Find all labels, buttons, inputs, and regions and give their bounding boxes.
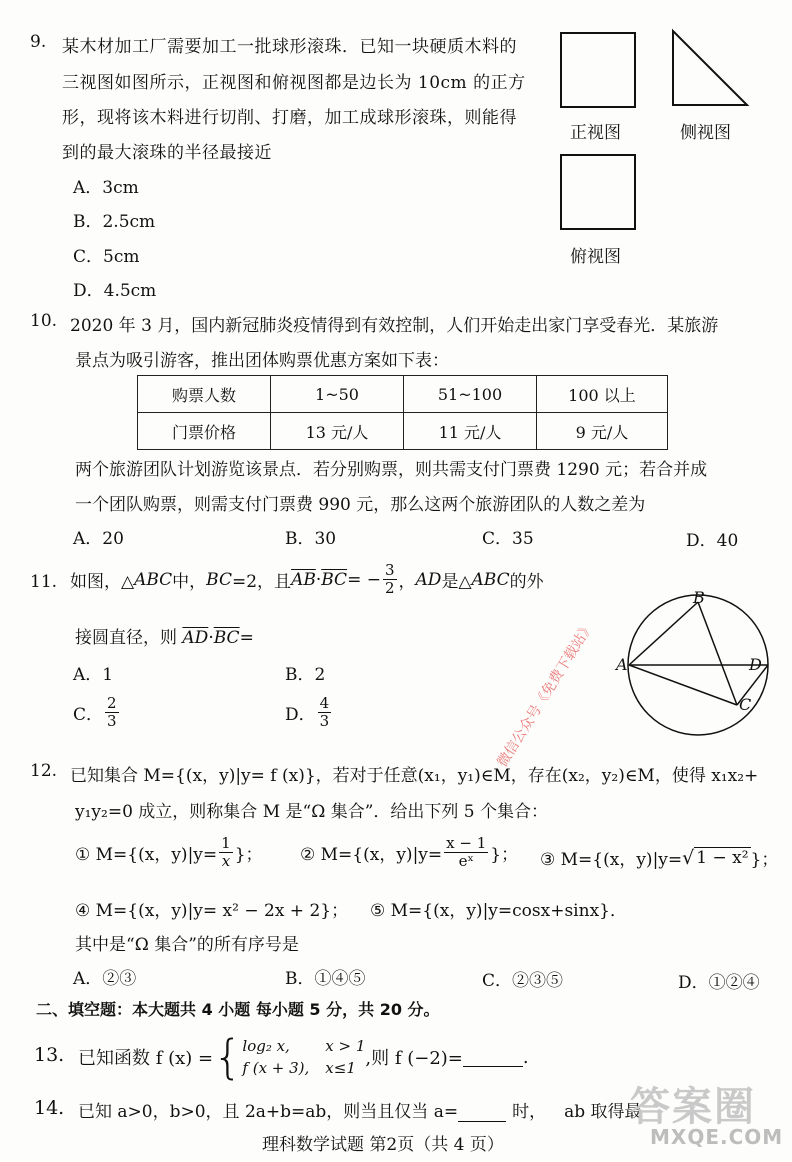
set-text: ② M={(x，y)|y= — [300, 845, 443, 866]
case2-cond: x≤1 — [325, 1059, 356, 1077]
set-text: ① M={(x，y)|y= — [75, 845, 218, 866]
q12-set-1 — [75, 835, 263, 871]
q12-number: 12. — [30, 761, 58, 781]
segment-ac — [629, 665, 737, 705]
point-a-label: A — [616, 655, 628, 674]
logo-text: 答案圈 — [630, 1084, 756, 1130]
watermark-text: 微信公众号《免费下载站》 — [494, 619, 598, 771]
table-cell: 11 元/人 — [404, 413, 537, 450]
point-c-label: C — [739, 695, 752, 714]
q11-option-c — [73, 695, 121, 731]
q10-number: 10. — [30, 311, 58, 331]
numerator: 2 — [107, 694, 117, 712]
q9-option-a: A．3cm — [73, 178, 139, 198]
vector-ab: $\overline{AB}$ — [291, 569, 316, 590]
q11-ad: AD — [415, 569, 442, 590]
price-table — [137, 375, 668, 450]
answer-blank — [458, 1103, 506, 1122]
q9-option-d: D．4.5cm — [73, 281, 157, 301]
piecewise-cases — [242, 1035, 365, 1080]
answer-blank — [463, 1048, 523, 1067]
radicand: 1 − x² — [696, 848, 749, 868]
q11-text: 是△ — [441, 572, 472, 593]
top-view-label: 俯视图 — [570, 247, 621, 267]
denominator: 3 — [319, 712, 330, 731]
q9-line4: 到的最大滚珠的半径最接近 — [62, 143, 272, 163]
q10-line3: 两个旅游团队计划游览该景点．若分别购票，则共需支付门票费 1290 元；若合并成 — [75, 460, 708, 480]
q11-text: 的外 — [509, 572, 544, 593]
q11-line1 — [70, 562, 544, 598]
table-cell: 51~100 — [404, 376, 537, 413]
three-views-figure — [555, 25, 765, 265]
segment-ab — [629, 602, 698, 665]
left-brace-icon: { — [213, 1030, 243, 1084]
q10-option-b: B．30 — [285, 529, 337, 549]
numerator: 1 — [221, 834, 231, 852]
q14-text: 已知 a>0，b>0，且 2a+b=ab，则当且仅当 a= — [78, 1102, 459, 1122]
q12-line1: 已知集合 M={(x，y)|y= f (x)}，若对于任意(x₁，y₁)∈M，存在(x₂，y₂)∈M，使得 x₁x₂+ — [70, 766, 759, 786]
q10-option-d: D．40 — [686, 531, 739, 551]
case2-expr: f (x + 3), — [242, 1059, 310, 1077]
table-row — [138, 413, 668, 450]
table-cell: 100 以上 — [537, 376, 668, 413]
q13-number: 13. — [34, 1044, 65, 1066]
q11-text: 中， — [172, 572, 207, 593]
q11-option-a: A．1 — [73, 665, 114, 685]
dot-operator: · — [208, 628, 214, 648]
table-cell: 13 元/人 — [271, 413, 404, 450]
q13-line — [78, 1026, 529, 1088]
table-cell: 门票价格 — [138, 413, 271, 450]
denominator: 2 — [384, 579, 395, 598]
q12-set-3 — [540, 845, 778, 870]
q9-line1: 某木材加工厂需要加工一批球形滚珠．已知一块硬质木料的 — [62, 37, 517, 57]
table-cell: 1~50 — [271, 376, 404, 413]
q9-number: 9. — [30, 32, 47, 52]
logo-subtext: MXQE.COM — [650, 1125, 784, 1149]
site-logo — [622, 1075, 788, 1160]
vector-bc: $\overline{BC}$ — [213, 628, 240, 648]
q11-text: = — [239, 628, 254, 648]
q10-line2: 景点为吸引游客，推出团体购票优惠方案如下表： — [75, 351, 449, 371]
q11-number: 11. — [30, 572, 58, 592]
q14-text: ab 取得最 — [564, 1102, 642, 1122]
q11-bc: BC — [206, 569, 232, 590]
q12-set-5: ⑤ M={(x，y)|y=cosx+sinx}． — [370, 901, 627, 921]
point-d-label: D — [749, 655, 762, 674]
q10-line4: 一个团队购票，则需支付门票费 990 元，那么这两个旅游团队的人数之差为 — [75, 495, 646, 515]
q11-abc: ABC — [471, 569, 510, 590]
table-cell: 购票人数 — [138, 376, 271, 413]
denominator: x — [221, 852, 231, 871]
set-text: }； — [234, 845, 263, 866]
option-label: D． — [285, 705, 316, 726]
q11-eq: = − — [347, 569, 381, 590]
q13-post: ,则 f (−2)= — [365, 1048, 463, 1069]
q9-line2: 三视图如图所示，正视图和俯视图都是边长为 10cm 的正方 — [62, 73, 526, 93]
vector-ad: $\overline{AD}$ — [182, 628, 209, 648]
q11-text: 接圆直径，则 — [75, 628, 183, 648]
side-view-label: 侧视图 — [680, 123, 731, 143]
q12-option-a: A．②③ — [73, 969, 137, 989]
top-view-square — [561, 155, 635, 229]
q12-set-2 — [300, 835, 518, 871]
point-b-label: B — [693, 588, 705, 607]
fraction-4-3 — [318, 695, 332, 731]
front-view-square — [561, 33, 635, 107]
option-label: C． — [73, 705, 104, 726]
numerator: x − 1 — [446, 834, 487, 852]
set-text: }； — [750, 850, 779, 870]
q14-number: 14. — [34, 1097, 65, 1119]
q12-option-b: B．①④⑤ — [285, 969, 366, 989]
case1-expr: log₂ x, — [242, 1036, 290, 1055]
q11-line2 — [75, 623, 254, 648]
side-view-triangle — [673, 31, 747, 105]
fraction-1-over-x — [219, 835, 233, 871]
table-cell: 9 元/人 — [537, 413, 668, 450]
q11-text: ， — [398, 572, 416, 593]
q11-text: 如图，△ — [70, 572, 135, 593]
case1-cond: x > 1 — [325, 1036, 366, 1055]
set-text: }； — [490, 845, 519, 866]
q11-text: =2，且 — [232, 572, 292, 593]
dot-operator: · — [315, 569, 322, 590]
q9-option-b: B．2.5cm — [73, 212, 156, 232]
q11-abc: ABC — [134, 569, 173, 590]
q12-question: 其中是“Ω 集合”的所有序号是 — [75, 935, 299, 955]
front-view-label: 正视图 — [570, 123, 621, 143]
fraction-x-1-over-ex — [444, 835, 488, 871]
q9-line3: 形，现将该木料进行切削、打磨，加工成球形滚珠，则能得 — [62, 108, 517, 128]
numerator: 4 — [319, 694, 330, 712]
page-footer: 理科数学试题 第2页（共 4 页） — [262, 1135, 504, 1155]
q11-option-d — [285, 695, 333, 731]
sqrt-icon: √ — [682, 846, 695, 869]
q12-set-4: ④ M={(x，y)|y= x² − 2x + 2}； — [75, 901, 349, 921]
q14-text: 时， — [512, 1102, 547, 1122]
q9-option-c: C．5cm — [73, 247, 140, 267]
fraction-3-2 — [383, 562, 397, 598]
q12-line2: y₁y₂=0 成立，则称集合 M 是“Ω 集合”．给出下列 5 个集合： — [75, 802, 549, 822]
q10-line1: 2020 年 3 月，国内新冠肺炎疫情得到有效控制，人们开始走出家门享受春光．某旅游 — [70, 316, 719, 336]
table-row — [138, 376, 668, 413]
q12-option-c: C．②③⑤ — [482, 971, 564, 991]
q10-option-a: A．20 — [73, 529, 124, 549]
denominator: 3 — [107, 712, 117, 731]
q13-pre: 已知函数 f (x) = — [78, 1048, 214, 1069]
vector-bc: $\overline{BC}$ — [321, 569, 348, 590]
q14-line — [78, 1097, 642, 1122]
denominator: eˣ — [458, 852, 474, 871]
segment-bc — [698, 602, 737, 705]
q12-option-d: D．①②④ — [678, 973, 760, 993]
set-text: ③ M={(x，y)|y= — [540, 850, 683, 870]
section-2-heading: 二、填空题：本大题共 4 小题 每小题 5 分，共 20 分。 — [36, 1000, 440, 1019]
q13-end: . — [522, 1046, 529, 1068]
numerator: 3 — [384, 561, 395, 579]
q11-option-b: B．2 — [285, 665, 326, 685]
fraction-2-3 — [105, 695, 119, 731]
q10-option-c: C．35 — [482, 529, 534, 549]
